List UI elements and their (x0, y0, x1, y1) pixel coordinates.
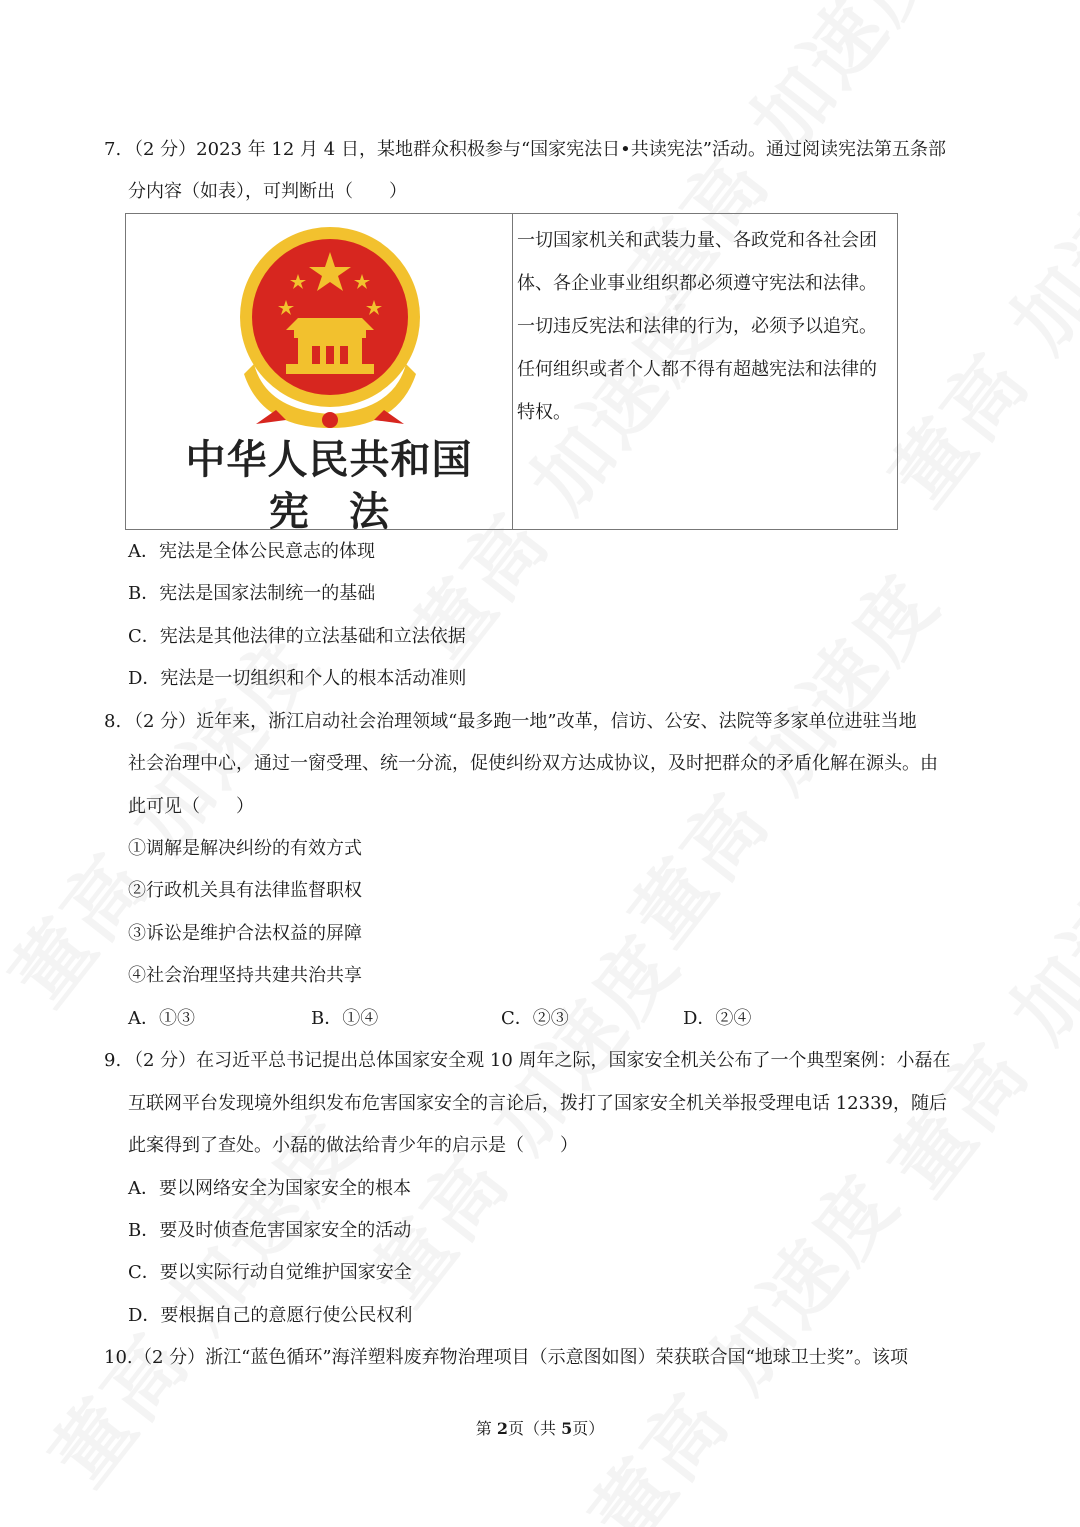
statement-item: ②行政机关具有法律监督职权 (128, 880, 362, 901)
question-number: 8. (104, 711, 122, 732)
page-footer (0, 1416, 1080, 1439)
statement-item: ①调解是解决纠纷的有效方式 (128, 838, 362, 859)
answer-option[interactable]: C．②③ (501, 1008, 569, 1029)
answer-option[interactable]: B．要及时侦查危害国家安全的活动 (128, 1220, 412, 1241)
answer-option[interactable]: A．要以网络安全为国家安全的根本 (128, 1178, 411, 1199)
question-stem-line: （2 分）浙江“蓝色循环”海洋塑料废弃物治理项目（示意图如图）荣获联合国“地球卫士奖”。该项 (134, 1347, 908, 1368)
answer-option[interactable]: B．①④ (311, 1008, 379, 1029)
constitution-cover-cell (126, 214, 513, 535)
question-stem-line: 互联网平台发现境外组织发布危害国家安全的言论后，拨打了国家安全机关举报受理电话 12339，随后 (128, 1093, 947, 1114)
answer-option[interactable]: B．宪法是国家法制统一的基础 (128, 583, 376, 604)
statement-item: ④社会治理坚持共建共治共享 (128, 965, 362, 986)
answer-option[interactable]: A．①③ (128, 1008, 195, 1029)
footer-text: 页） (572, 1419, 605, 1438)
question-stem-line: （2 分）近年来，浙江启动社会治理领域“最多跑一地”改革，信访、公安、法院等多家单位进驻当地 (125, 711, 917, 732)
cover-title: 中华人民共和国 (185, 437, 473, 483)
question-number: 9. (104, 1050, 122, 1071)
footer-text: 页（共 (507, 1419, 562, 1438)
question-stem-line: 社会治理中心，通过一窗受理、统一分流，促使纠纷双方达成协议，及时把群众的矛盾化解在源头。由 (128, 753, 938, 774)
answer-option[interactable]: C．宪法是其他法律的立法基础和立法依据 (128, 626, 466, 647)
answer-option[interactable]: D．要根据自己的意愿行使公民权利 (128, 1305, 413, 1326)
cover-subtitle: 宪 法 (269, 489, 389, 535)
question-stem-line: 此案得到了查处。小磊的做法给青少年的启示是（ ） (128, 1135, 578, 1156)
answer-option[interactable]: D．②④ (683, 1008, 752, 1029)
article-text-line: 一切国家机关和武装力量、各政党和各社会团 (517, 230, 877, 251)
total-page-number: 5 (561, 1419, 573, 1438)
article-text-line: 一切违反宪法和法律的行为，必须予以追究。 (517, 316, 877, 337)
question-number: 10. (104, 1347, 133, 1368)
answer-option[interactable]: D．宪法是一切组织和个人的根本活动准则 (128, 668, 467, 689)
article-text-cell (513, 214, 898, 530)
question-stem-line: 分内容（如表），可判断出（ ） (128, 181, 407, 202)
footer-text: 第 (475, 1419, 497, 1438)
article-text-line: 体、各企业事业组织都必须遵守宪法和法律。 (517, 273, 877, 294)
statement-item: ③诉讼是维护合法权益的屏障 (128, 923, 362, 944)
question-stem-line: （2 分）2023 年 12 月 4 日，某地群众积极参与“国家宪法日•共读宪法”活动。通过阅读宪法第五条部 (125, 139, 946, 160)
constitution-table (125, 213, 898, 535)
current-page-number: 2 (496, 1419, 508, 1438)
question-stem-line: 此可见（ ） (128, 796, 254, 817)
article-text-line: 特权。 (517, 402, 571, 423)
question-stem-line: （2 分）在习近平总书记提出总体国家安全观 10 周年之际，国家安全机关公布了一个典型案例：小磊在 (125, 1050, 951, 1071)
article-text-line: 任何组织或者个人都不得有超越宪法和法律的 (517, 359, 877, 380)
question-number: 7. (104, 139, 122, 160)
answer-option[interactable]: A．宪法是全体公民意志的体现 (128, 541, 375, 562)
answer-option[interactable]: C．要以实际行动自觉维护国家安全 (128, 1262, 412, 1283)
